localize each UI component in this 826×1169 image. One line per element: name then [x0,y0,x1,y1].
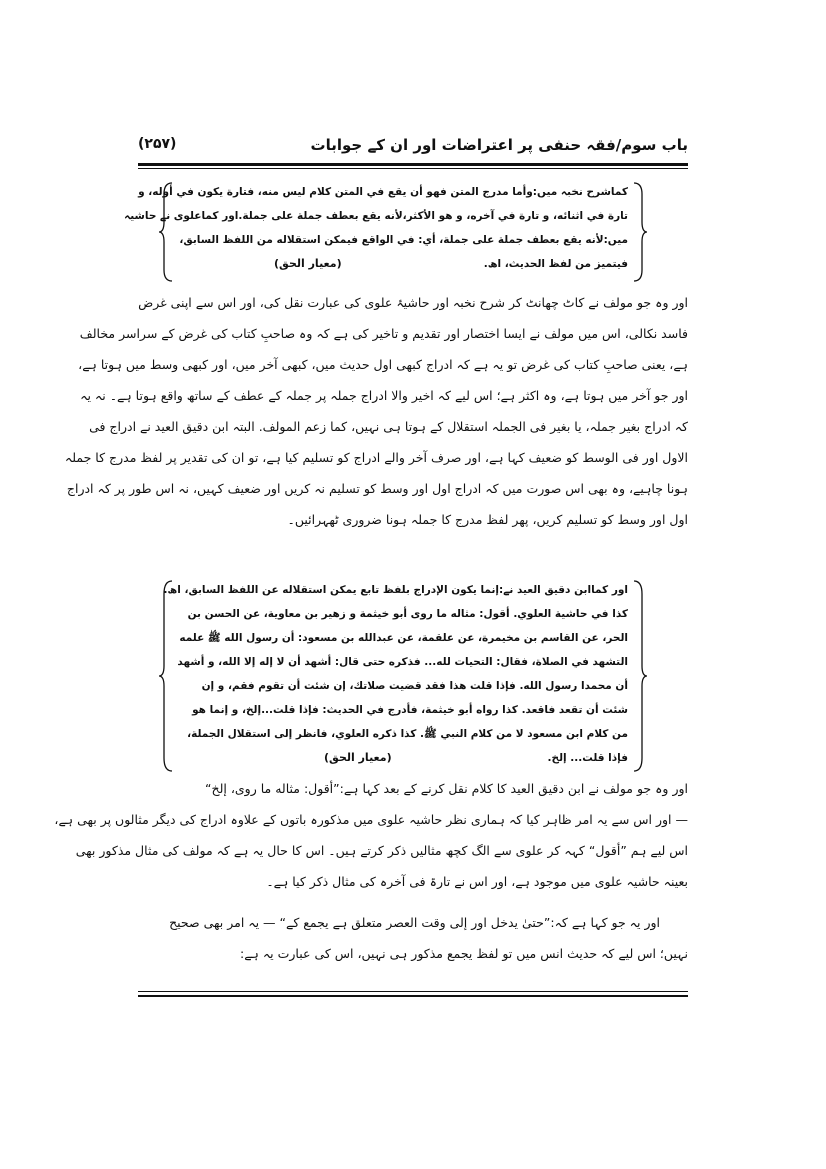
quote-line: فإذا قلت... إلخ. [547,752,628,764]
quote-last-line [174,746,628,770]
quote-line: أن محمدا رسول الله. فإذا قلت هذا فقد قضيت صلاتك، إن شئت أن تقوم فقم، و إن [201,680,628,692]
left-brace-icon [158,580,174,772]
quote-line: فيتميز من لفظ الحديث، اھ. [483,258,628,270]
page-number: (۲۵۷) [138,136,177,152]
text-line: ہے، یعنی صاحبِ کتاب کی غرض تو یہ ہے کہ ادراج کبھی اول حدیث میں، کبھی آخر میں، اور کبھی وسط میں ہوتا ہے، [78,357,688,372]
footer-rule-thin [138,991,688,992]
right-brace-icon [632,182,648,282]
quote-source: (معیار الحق) [274,257,342,270]
quote-last-line [174,252,628,276]
quote-line: تارة في اثنائه، و تارة في آخره، و هو الأكثر،لأنه يقع بعطف جملة على جملة.اور کماعلوی نے حاشیہ [124,210,628,222]
text-line: بعینہ حاشیہ علوی میں موجود ہے، اور اس نے تارۃ فی آخرہ کی مثال ذکر کیا ہے۔ [266,874,688,889]
quote-line: کماشرح نخبہ میں:وأما مدرج المتن فهو أن يقع في المتن كلام ليس منه، فتارة يكون في أوله، و [138,186,628,198]
text-line: اور جو آخر میں ہوتا ہے، وہ اکثر ہے؛ اس لیے کہ اخیر والا ادراج جملہ پر جملہ کے عطف کے ساتھ واقع ہوتا ہے۔ نہ یہ [80,388,688,403]
right-brace-icon [632,580,648,772]
footer-rule-thick [138,995,688,998]
quote-box-ibn-daqiq [163,578,628,770]
header-rule-thin [138,168,688,169]
text-line: ہونا چاہیے، وہ بھی اس صورت میں کہ ادراج اول اور وسط کو تسلیم نہ کریں اور ضعیف کہیں، نہ اس طور پر کہ ادراج [66,481,688,496]
quote-line: میں:لأنه يقع بعطف جملة على جملة، أي: في الواقع فيمكن استقلاله من اللفظ السابق، [179,234,628,246]
text-line: نہیں؛ اس لیے کہ حدیث انس میں تو لفظ یجمع مذکور ہی نہیں، اس کی عبارت یہ ہے: [240,946,688,961]
quote-line: التشهد في الصلاة، فقال: التحيات لله... فذكره حتى قال: أشهد أن لا إله إلا الله، و أشهد [177,656,628,668]
text-line: اور وہ جو مولف نے کاٹ چھانٹ کر شرح نخبہ اور حاشیۂ علوی کی عبارت نقل کی، اور اس سے اپنی غرض [138,295,688,310]
text-line: فاسد نکالی، اس میں مولف نے ایسا اختصار اور تقدیم و تاخیر کی ہے کہ وہ صاحبِ کتاب کی غرض کے سراسر مخالف [79,326,688,341]
quote-box-sharh-nukhba [124,180,628,276]
text-line: اور یہ جو کہا ہے کہ:”حتیٰ یدخل اور إلی وقت العصر متعلق ہے یجمع کے“ — یہ امر بھی صحیح [169,915,660,930]
quote-source: (معیار الحق) [324,751,392,764]
commentary-paragraph [54,773,688,897]
running-header [138,136,688,162]
text-line: الاول اور فی الوسط کو ضعیف کہا ہے، اور صرف آخر والے ادراج کو تسلیم کیا ہے، تو ان کی تقدیر پر لفظ مدرج کا جملہ [64,450,688,465]
commentary-paragraph [64,287,688,535]
quote-line: كذا في حاشية العلوي. أقول: مثاله ما روى أبو خيثمة و زهير بن معاوية، عن الحسن بن [187,608,628,620]
quote-line: شئت أن تقعد فاقعد. كذا رواه أبو خيثمة، فأدرج في الحديث: فإذا قلت...إلخ، و إنما هو [192,704,628,716]
text-line: — اور اس سے یہ امر ظاہر کیا کہ ہماری نظر حاشیہ علوی میں مذکورہ باتوں کے علاوہ ادراج کی دیگر مثالوں پر بھی ہے، [54,812,688,827]
header-rule-thick [138,163,688,166]
text-line: اول اور وسط کو تسلیم کریں، پھر لفظ مدرج کا جملہ ہونا ضروری ٹھہرائیں۔ [287,512,688,527]
text-line: اور وہ جو مولف نے ابن دقیق العید کا کلام نقل کرنے کے بعد کہا ہے:”أقول: مثاله ما روى، إلخ“ [205,781,688,796]
text-line: اس لیے ہم ”أقول“ کہہ کر علوی سے الگ کچھ مثالیں ذکر کرتے ہیں۔ اس کا حال یہ ہے کہ مولف کی مثال مذکور بھی [75,843,688,858]
quote-line: اور کماابن دقیق العید نے:إنما يكون الإدراج بلفظ تابع يمكن استقلاله عن اللفظ السابق، اھ. [163,584,628,596]
quote-line: من كلام ابن مسعود لا من كلام النبي ﷺ. كذا ذكره العلوي، فانظر إلى استقلال الجملة، [187,728,628,740]
text-line: کہ ادراج بغیر جملہ، یا بغیر فی الجملہ استقلال کے ہوتا ہی نہیں، کما زعم المولف. البتہ ابن دقیق العید نے ادراج فی [89,419,688,434]
chapter-title: باب سوم/فقہ حنفی پر اعتراضات اور ان کے جوابات [310,136,688,154]
quote-line: الحر، عن القاسم بن مخيمرة، عن علقمة، عن عبدالله بن مسعود: أن رسول الله ﷺ علمه [179,632,628,644]
commentary-paragraph [138,907,688,969]
